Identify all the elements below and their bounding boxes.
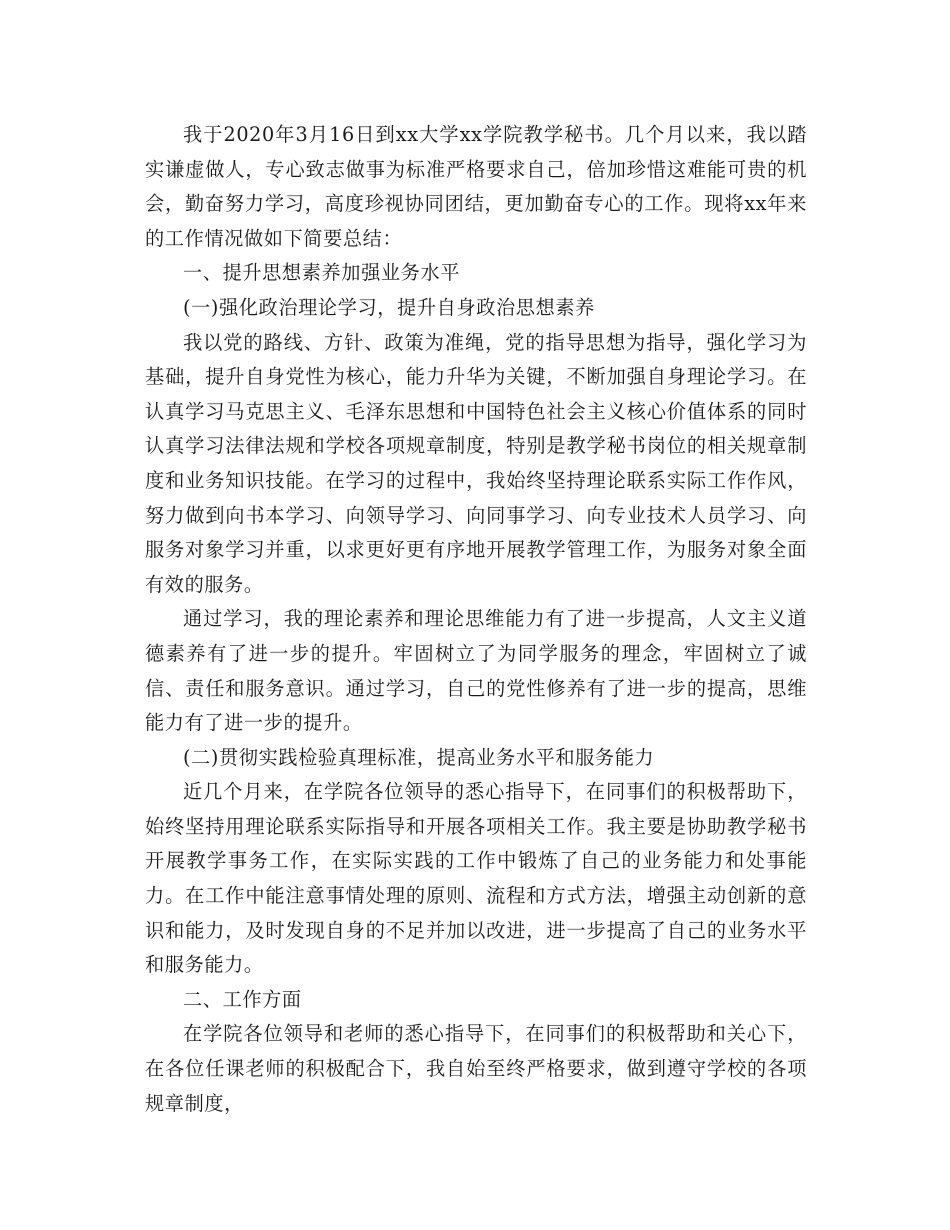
section-heading-1: 一、提升思想素养加强业务水平 — [183, 261, 461, 285]
body-paragraph: 通过学习，我的理论素养和理论思维能力有了进一步提高，人文主义道德素养有了进一步的提升。牢固树立了为同学服务的理念，牢固树立了诚信、责任和服务意识。通过学习，自己的党性修养有了进一步的提高，思维能力有了进一步的提升。 — [145, 607, 807, 735]
intro-paragraph: 我于2020年3月16日到xx大学xx学院教学秘书。几个月以来，我以踏实谦虚做人，专心致志做事为标准严格要求自己，倍加珍惜这难能可贵的机会，勤奋努力学习，高度珍视协同团结，更加勤奋专心的工作。现将xx年来的工作情况做如下简要总结： — [145, 123, 807, 250]
document-page — [145, 118, 807, 1121]
body-paragraph: 在学院各位领导和老师的悉心指导下，在同事们的积极帮助和关心下，在各位任课老师的积极配合下，我自始至终严格要求，做到遵守学校的各项规章制度， — [145, 1022, 807, 1115]
body-paragraph: 近几个月来，在学院各位领导的悉心指导下，在同事们的积极帮助下，始终坚持用理论联系实际指导和开展各项相关工作。我主要是协助教学秘书开展教学事务工作，在实际实践的工作中锻炼了自己的业务能力和处事能力。在工作中能注意事情处理的原则、流程和方式方法，增强主动创新的意识和能力，及时发现自身的不足并加以改进，进一步提高了自己的业务水平和服务能力。 — [145, 780, 807, 977]
section-heading-2: 二、工作方面 — [183, 987, 302, 1011]
body-paragraph: 我以党的路线、方针、政策为准绳，党的指导思想为指导，强化学习为基础，提升自身党性为核心，能力升华为关键，不断加强自身理论学习。在认真学习马克思主义、毛泽东思想和中国特色社会主义核心价值体系的同时认真学习法律法规和学校各项规章制度，特别是教学秘书岗位的相关规章制度和业务知识技能。在学习的过程中，我始终坚持理论联系实际工作作风，努力做到向书本学习、向领导学习、向同事学习、向专业技术人员学习、向服务对象学习并重，以求更好更有序地开展教学管理工作，为服务对象全面有效的服务。 — [145, 330, 807, 596]
subsection-heading-1-2: (二)贯彻实践检验真理标准，提高业务水平和服务能力 — [183, 745, 655, 769]
subsection-heading-1-1: (一)强化政治理论学习，提升自身政治思想素养 — [183, 295, 595, 319]
